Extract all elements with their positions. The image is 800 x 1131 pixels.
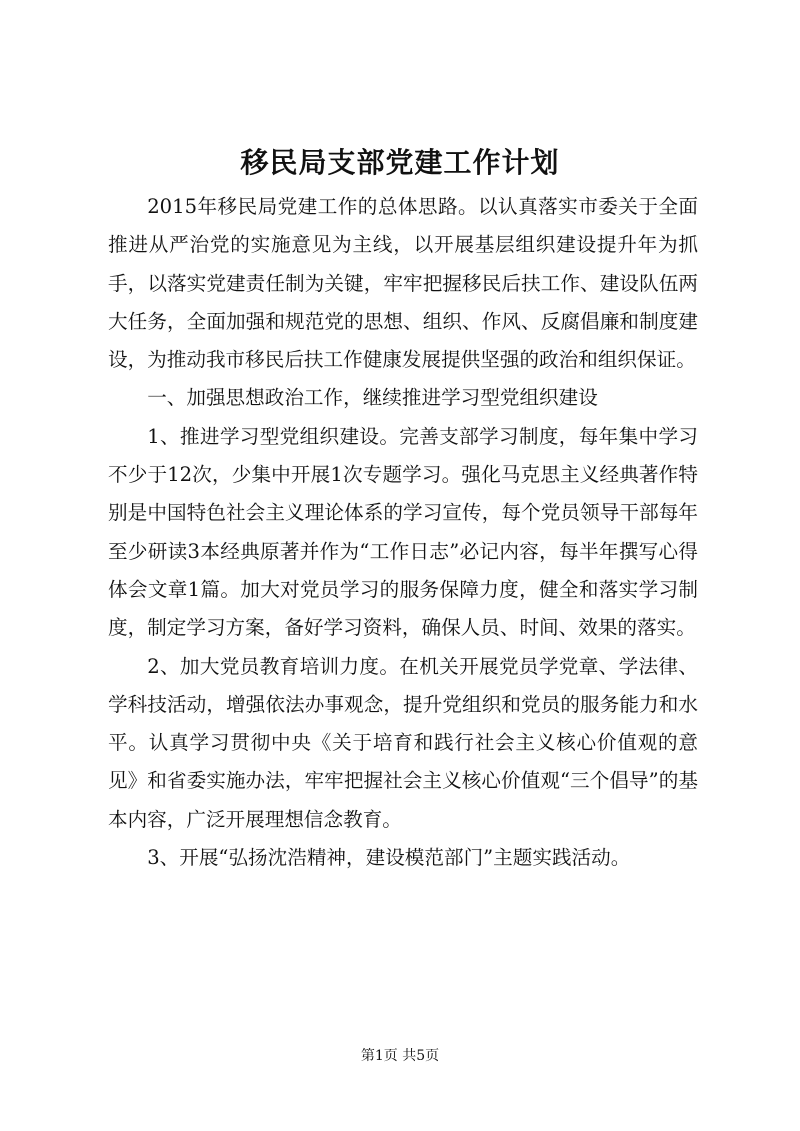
- document-title: 移民局支部党建工作计划: [240, 146, 560, 179]
- paragraph-item-2: 2、加大党员教育培训力度。在机关开展党员学党章、学法律、学科技活动，增强依法办事观念，提升党组织和党员的服务能力和水平。认真学习贯彻中央《关于培育和践行社会主义核心价值观的意见》和省委实施办法，牢牢把握社会主义核心价值观“三个倡导”的基本内容，广泛开展理想信念教育。: [108, 654, 698, 831]
- paragraph-item-3: 3、开展“弘扬沈浩精神，建设模范部门”主题实践活动。: [147, 846, 631, 870]
- paragraph-overview: 2015年移民局党建工作的总体思路。以认真落实市委关于全面推进从严治党的实施意见为主线，以开展基层组织建设提升年为抓手，以落实党建责任制为关键，牢牢把握移民后扶工作、建设队伍两大任务，全面加强和规范党的思想、组织、作风、反腐倡廉和制度建设，为推动我市移民后扶工作健康发展提供坚强的政治和组织保证。: [108, 195, 698, 372]
- section-heading-1: 一、加强思想政治工作，继续推进学习型党组织建设: [147, 386, 598, 410]
- document-body: [108, 188, 698, 877]
- page-footer: 第1页 共5页: [360, 1048, 440, 1064]
- paragraph-item-1: 1、推进学习型党组织建设。完善支部学习制度，每年集中学习不少于12次，少集中开展1次专题学习。强化马克思主义经典著作特别是中国特色社会主义理论体系的学习宣传，每个党员领导干部每年至少研读3本经典原著并作为“工作日志”必记内容，每半年撰写心得体会文章1篇。加大对党员学习的服务保障力度，健全和落实学习制度，制定学习方案，备好学习资料，确保人员、时间、效果的落实。: [108, 424, 698, 640]
